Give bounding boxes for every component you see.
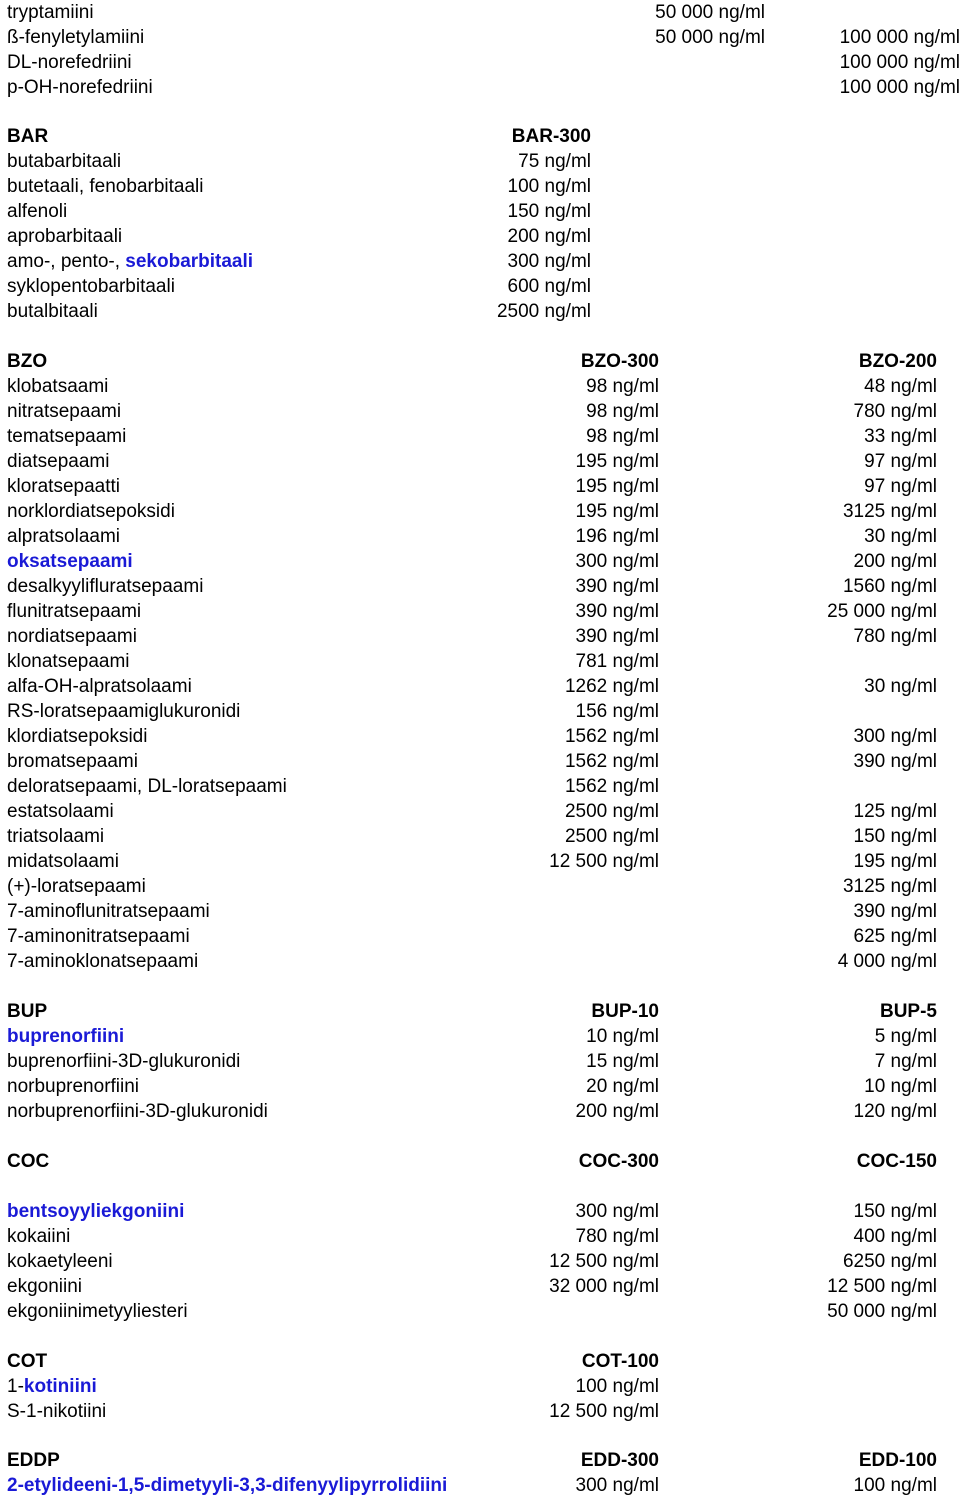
concentration-col2: 3125 ng/ml — [842, 501, 937, 522]
concentration-col1: 50 000 ng/ml — [655, 27, 765, 48]
section-header-cot — [0, 1349, 960, 1374]
section-code: COC — [7, 1151, 50, 1172]
concentration-col1: 12 500 ng/ml — [549, 1401, 659, 1422]
concentration-col1: 150 ng/ml — [507, 201, 591, 222]
concentration-col1: 300 ng/ml — [507, 251, 591, 272]
substance-name: aprobarbitaali — [7, 226, 123, 247]
table-row — [0, 149, 960, 174]
concentration-col2: 125 ng/ml — [853, 801, 937, 822]
concentration-col2: 390 ng/ml — [853, 751, 937, 772]
substance-name: 7-aminoklonatsepaami — [7, 951, 199, 972]
substance-name: bromatsepaami — [7, 751, 138, 772]
substance-name: nordiatsepaami — [7, 626, 137, 647]
concentration-col2: 7 ng/ml — [874, 1051, 937, 1072]
substance-name: norbuprenorfiini — [7, 1076, 140, 1097]
substance-name: norklordiatsepoksidi — [7, 501, 175, 522]
substance-name: syklopentobarbitaali — [7, 276, 175, 297]
substance-name: kokaiini — [7, 1226, 71, 1247]
table-row — [0, 50, 960, 75]
section-header-eddp — [0, 1448, 960, 1473]
concentration-col1: 300 ng/ml — [575, 551, 659, 572]
concentration-col2: 50 000 ng/ml — [827, 1301, 937, 1322]
concentration-col1: 200 ng/ml — [575, 1101, 659, 1122]
substance-name: S-1-nikotiini — [7, 1401, 107, 1422]
concentration-col1: 15 ng/ml — [586, 1051, 659, 1072]
substance-name — [7, 1374, 97, 1399]
concentration-col1: 780 ng/ml — [575, 1226, 659, 1247]
test-cutoff-high: BZO-300 — [580, 351, 659, 372]
table-row — [0, 824, 960, 849]
table-row — [0, 374, 960, 399]
concentration-col1: 98 ng/ml — [586, 401, 659, 422]
concentration-col2: 6250 ng/ml — [842, 1251, 937, 1272]
substance-name: RS-loratsepaamiglukuronidi — [7, 701, 241, 722]
concentration-col1: 100 ng/ml — [507, 176, 591, 197]
table-row — [0, 849, 960, 874]
substance-name-prefix: 1- — [7, 1376, 24, 1397]
test-cutoff-high: COT-100 — [581, 1351, 659, 1372]
concentration-col1: 2500 ng/ml — [496, 301, 591, 322]
concentration-col2: 400 ng/ml — [853, 1226, 937, 1247]
table-row — [0, 749, 960, 774]
substance-name: nitratsepaami — [7, 401, 122, 422]
table-row — [0, 1399, 960, 1424]
table-row — [0, 75, 960, 100]
table-row — [0, 1473, 960, 1498]
table-row — [0, 1074, 960, 1099]
concentration-col2: 625 ng/ml — [853, 926, 937, 947]
concentration-col2: 30 ng/ml — [864, 526, 937, 547]
substance-name: tematsepaami — [7, 426, 127, 447]
concentration-col1: 1562 ng/ml — [564, 726, 659, 747]
table-row — [0, 574, 960, 599]
concentration-col2: 780 ng/ml — [853, 401, 937, 422]
concentration-col2: 200 ng/ml — [853, 551, 937, 572]
table-row — [0, 949, 960, 974]
substance-name: klordiatsepoksidi — [7, 726, 148, 747]
section-code: BUP — [7, 1001, 48, 1022]
test-cutoff-low: COC-150 — [856, 1151, 937, 1172]
concentration-col2: 195 ng/ml — [853, 851, 937, 872]
concentration-col1: 32 000 ng/ml — [549, 1276, 659, 1297]
concentration-col2: 120 ng/ml — [853, 1101, 937, 1122]
substance-name: 7-aminoflunitratsepaami — [7, 901, 210, 922]
concentration-col1: 75 ng/ml — [518, 151, 591, 172]
table-row — [0, 924, 960, 949]
concentration-col1: 195 ng/ml — [575, 476, 659, 497]
concentration-col1: 2500 ng/ml — [564, 801, 659, 822]
concentration-col2: 3125 ng/ml — [842, 876, 937, 897]
concentration-col2: 48 ng/ml — [864, 376, 937, 397]
concentration-col2: 33 ng/ml — [864, 426, 937, 447]
substance-name: butetaali, fenobarbitaali — [7, 176, 204, 197]
concentration-col2: 100 ng/ml — [853, 1475, 937, 1496]
substance-name: oksatsepaami — [7, 551, 133, 572]
section-header-bar — [0, 124, 960, 149]
concentration-col2: 97 ng/ml — [864, 476, 937, 497]
concentration-col2: 780 ng/ml — [853, 626, 937, 647]
test-cutoff-low: BZO-200 — [858, 351, 937, 372]
concentration-col2: 300 ng/ml — [853, 726, 937, 747]
table-row — [0, 899, 960, 924]
concentration-col1: 20 ng/ml — [586, 1076, 659, 1097]
substance-name: kloratsepaatti — [7, 476, 121, 497]
table-row — [0, 274, 960, 299]
concentration-col1: 156 ng/ml — [575, 701, 659, 722]
concentration-col1: 12 500 ng/ml — [549, 1251, 659, 1272]
substance-name: norbuprenorfiini-3D-glukuronidi — [7, 1101, 268, 1122]
table-row — [0, 599, 960, 624]
concentration-col1: 195 ng/ml — [575, 451, 659, 472]
substance-name: buprenorfiini — [7, 1026, 125, 1047]
table-row — [0, 549, 960, 574]
substance-name: kokaetyleeni — [7, 1251, 113, 1272]
substance-name: butalbitaali — [7, 301, 98, 322]
table-row — [0, 1049, 960, 1074]
substance-name: alpratsolaami — [7, 526, 120, 547]
substance-name: alfenoli — [7, 201, 68, 222]
concentration-col2: 100 000 ng/ml — [839, 77, 960, 98]
table-row — [0, 724, 960, 749]
concentration-col1: 1262 ng/ml — [564, 676, 659, 697]
concentration-col1: 12 500 ng/ml — [549, 851, 659, 872]
substance-name: alfa-OH-alpratsolaami — [7, 676, 192, 697]
substance-name: buprenorfiini-3D-glukuronidi — [7, 1051, 241, 1072]
concentration-col2: 97 ng/ml — [864, 451, 937, 472]
substance-name: tryptamiini — [7, 2, 94, 23]
section-code: EDDP — [7, 1450, 60, 1471]
table-row — [0, 25, 960, 50]
concentration-col2: 4 000 ng/ml — [837, 951, 937, 972]
section-code: COT — [7, 1351, 48, 1372]
substance-name: diatsepaami — [7, 451, 110, 472]
concentration-col1: 2500 ng/ml — [564, 826, 659, 847]
table-row — [0, 624, 960, 649]
concentration-col1: 300 ng/ml — [575, 1475, 659, 1496]
substance-name-highlight: kotiniini — [23, 1376, 97, 1397]
substance-name-prefix: amo-, pento-, — [7, 251, 126, 272]
substance-name: triatsolaami — [7, 826, 105, 847]
section-header-bzo — [0, 349, 960, 374]
substance-name: flunitratsepaami — [7, 601, 142, 622]
concentration-col1: 50 000 ng/ml — [655, 2, 765, 23]
concentration-col1: 98 ng/ml — [586, 426, 659, 447]
table-row — [0, 499, 960, 524]
concentration-col2: 100 000 ng/ml — [839, 27, 960, 48]
substance-name: butabarbitaali — [7, 151, 122, 172]
table-row — [0, 874, 960, 899]
table-row — [0, 0, 960, 25]
concentration-col1: 195 ng/ml — [575, 501, 659, 522]
substance-name: ß-fenyletylamiini — [7, 27, 145, 48]
substance-name: bentsoyyliekgoniini — [7, 1201, 185, 1222]
substance-name: estatsolaami — [7, 801, 114, 822]
test-cutoff-high: BAR-300 — [511, 126, 591, 147]
section-header-coc — [0, 1149, 960, 1174]
test-cutoff-high: EDD-300 — [580, 1450, 659, 1471]
substance-name: ekgoniini — [7, 1276, 82, 1297]
substance-name: 7-aminonitratsepaami — [7, 926, 190, 947]
table-row — [0, 199, 960, 224]
section-code: BAR — [7, 126, 49, 147]
substance-name-highlight: sekobarbitaali — [125, 251, 254, 272]
table-row — [0, 524, 960, 549]
concentration-col2: 1560 ng/ml — [842, 576, 937, 597]
concentration-col1: 1562 ng/ml — [564, 751, 659, 772]
section-header-bup — [0, 999, 960, 1024]
test-cutoff-high: BUP-10 — [591, 1001, 659, 1022]
table-row — [0, 649, 960, 674]
substance-name: deloratsepaami, DL-loratsepaami — [7, 776, 287, 797]
concentration-col2: 30 ng/ml — [864, 676, 937, 697]
substance-name: desalkyylifluratsepaami — [7, 576, 204, 597]
concentration-col1: 10 ng/ml — [586, 1026, 659, 1047]
concentration-col1: 600 ng/ml — [507, 276, 591, 297]
test-cutoff-high: COC-300 — [578, 1151, 659, 1172]
concentration-col1: 98 ng/ml — [586, 376, 659, 397]
table-row — [0, 1374, 960, 1399]
concentration-col1: 200 ng/ml — [507, 226, 591, 247]
substance-name: p-OH-norefedriini — [7, 77, 153, 98]
table-row — [0, 774, 960, 799]
substance-name: midatsolaami — [7, 851, 119, 872]
concentration-col2: 150 ng/ml — [853, 826, 937, 847]
concentration-col1: 196 ng/ml — [575, 526, 659, 547]
table-row — [0, 1199, 960, 1224]
table-row — [0, 1224, 960, 1249]
concentration-col2: 150 ng/ml — [853, 1201, 937, 1222]
table-row — [0, 1024, 960, 1049]
concentration-col2: 10 ng/ml — [864, 1076, 937, 1097]
concentration-col1: 100 ng/ml — [575, 1376, 659, 1397]
concentration-col2: 12 500 ng/ml — [827, 1276, 937, 1297]
substance-name — [7, 249, 253, 274]
table-row — [0, 1099, 960, 1124]
substance-name: klobatsaami — [7, 376, 109, 397]
table-row — [0, 1299, 960, 1324]
table-row — [0, 799, 960, 824]
table-row — [0, 699, 960, 724]
concentration-col1: 781 ng/ml — [575, 651, 659, 672]
section-code: BZO — [7, 351, 48, 372]
concentration-col2: 25 000 ng/ml — [827, 601, 937, 622]
concentration-col1: 1562 ng/ml — [564, 776, 659, 797]
substance-name: klonatsepaami — [7, 651, 130, 672]
test-cutoff-low: EDD-100 — [858, 1450, 937, 1471]
table-row — [0, 299, 960, 324]
substance-name: DL-norefedriini — [7, 52, 132, 73]
table-row — [0, 1274, 960, 1299]
concentration-col2: 390 ng/ml — [853, 901, 937, 922]
concentration-col1: 300 ng/ml — [575, 1201, 659, 1222]
table-row — [0, 449, 960, 474]
substance-name: (+)-loratsepaami — [7, 876, 146, 897]
table-row — [0, 1249, 960, 1274]
table-row — [0, 399, 960, 424]
concentration-col1: 390 ng/ml — [575, 601, 659, 622]
table-row — [0, 224, 960, 249]
table-row — [0, 424, 960, 449]
concentration-col1: 390 ng/ml — [575, 576, 659, 597]
table-row — [0, 674, 960, 699]
test-cutoff-low: BUP-5 — [879, 1001, 937, 1022]
concentration-col2: 100 000 ng/ml — [839, 52, 960, 73]
table-row — [0, 474, 960, 499]
table-row — [0, 174, 960, 199]
concentration-col1: 390 ng/ml — [575, 626, 659, 647]
substance-name: ekgoniinimetyyliesteri — [7, 1301, 188, 1322]
concentration-col2: 5 ng/ml — [874, 1026, 937, 1047]
substance-name: 2-etylideeni-1,5-dimetyyli-3,3-difenyylipyrrolidiini — [7, 1475, 448, 1496]
table-row — [0, 249, 960, 274]
